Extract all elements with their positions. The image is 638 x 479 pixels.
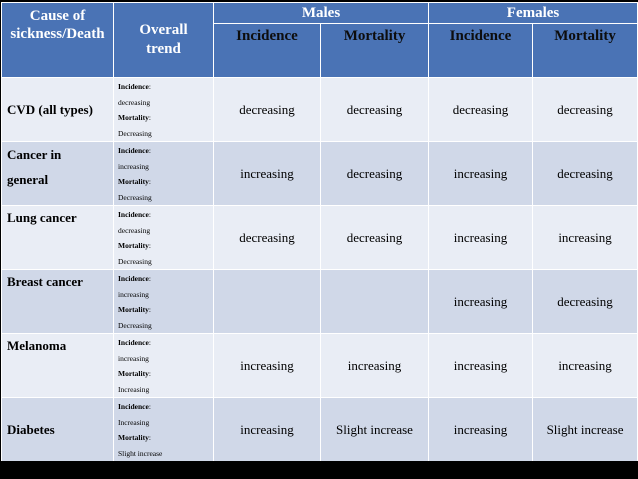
trends-table [1,2,638,463]
male-incidence-cell: decreasing [214,206,321,270]
cause-cell: Melanoma [2,334,114,398]
table-row [2,334,638,398]
header-female-incidence: Incidence [429,24,533,78]
male-mortality-cell: Slight increase [321,398,429,463]
male-mortality-cell: decreasing [321,78,429,142]
male-mortality-cell: decreasing [321,206,429,270]
table-row [2,270,638,334]
header-female-mortality: Mortality [533,24,638,78]
trend-incidence-value: increasing [118,289,149,299]
trend-incidence-value: increasing [118,353,149,363]
trend-cell: Incidence: decreasing Mortality: Decreasing [114,78,214,142]
female-incidence-cell: increasing [429,270,533,334]
trend-cell: Incidence: increasing Mortality: Decreasing [114,142,214,206]
male-mortality-cell: decreasing [321,142,429,206]
trend-cell: Incidence: Increasing Mortality: Slight increase [114,398,214,463]
header-trend-line1: Overall [139,22,188,38]
cause-cell: Diabetes [2,398,114,463]
trend-mortality-label: Mortality [118,113,149,122]
trend-mortality-label: Mortality [118,241,149,250]
cause-cell: CVD (all types) [2,78,114,142]
female-incidence-cell: increasing [429,142,533,206]
trend-mortality-value: Increasing [118,384,150,394]
female-mortality-cell: decreasing [533,142,638,206]
male-incidence-cell: increasing [214,398,321,463]
trend-incidence-label: Incidence [118,82,149,91]
header-male-incidence: Incidence [214,24,321,78]
male-incidence-cell [214,270,321,334]
header-trend-line2: trend [146,41,181,57]
trend-incidence-value: increasing [118,161,149,171]
trend-incidence-value: decreasing [118,225,151,235]
trend-incidence-value: Increasing [118,417,150,427]
table-row [2,206,638,270]
table-row [2,78,638,142]
header-males: Males [214,3,429,24]
trend-mortality-value: Decreasing [118,192,152,202]
table-row [2,142,638,206]
cause-cell: Breast cancer [2,270,114,334]
bottom-bar [0,461,638,479]
trend-mortality-value: Slight increase [118,448,163,458]
trend-incidence-label: Incidence [118,210,149,219]
trend-cell: Incidence: increasing Mortality: Decreasing [114,270,214,334]
cause-cell [2,142,114,206]
female-mortality-cell: increasing [533,334,638,398]
trend-incidence-label: Incidence [118,274,149,283]
trend-mortality-label: Mortality [118,305,149,314]
table-row [2,398,638,463]
male-incidence-cell: increasing [214,142,321,206]
trend-mortality-value: Decreasing [118,256,152,266]
female-mortality-cell: decreasing [533,78,638,142]
header-male-mortality: Mortality [321,24,429,78]
trend-mortality-label: Mortality [118,369,149,378]
female-mortality-cell: decreasing [533,270,638,334]
trend-mortality-label: Mortality [118,177,149,186]
cause-cell: Lung cancer [2,206,114,270]
male-mortality-cell: increasing [321,334,429,398]
trend-incidence-label: Incidence [118,338,149,347]
male-incidence-cell: increasing [214,334,321,398]
female-mortality-cell: increasing [533,206,638,270]
trend-cell: Incidence: decreasing Mortality: Decreasing [114,206,214,270]
header-cause [2,3,114,78]
cause-line2: general [7,172,49,187]
female-mortality-cell: Slight increase [533,398,638,463]
header-females: Females [429,3,638,24]
female-incidence-cell: increasing [429,334,533,398]
header-cause-line1: Cause of [29,8,86,24]
trend-mortality-value: Decreasing [118,320,152,330]
trend-cell: Incidence: increasing Mortality: Increasing [114,334,214,398]
trend-mortality-value: Decreasing [118,128,152,138]
cause-line1: Cancer in [7,147,62,162]
female-incidence-cell: increasing [429,398,533,463]
trend-incidence-label: Incidence [118,402,149,411]
trend-incidence-label: Incidence [118,146,149,155]
header-cause-line2: sickness/Death [10,26,105,42]
male-mortality-cell [321,270,429,334]
trend-mortality-label: Mortality [118,433,149,442]
male-incidence-cell: decreasing [214,78,321,142]
trend-incidence-value: decreasing [118,97,151,107]
female-incidence-cell: decreasing [429,78,533,142]
header-trend [114,3,214,78]
female-incidence-cell: increasing [429,206,533,270]
